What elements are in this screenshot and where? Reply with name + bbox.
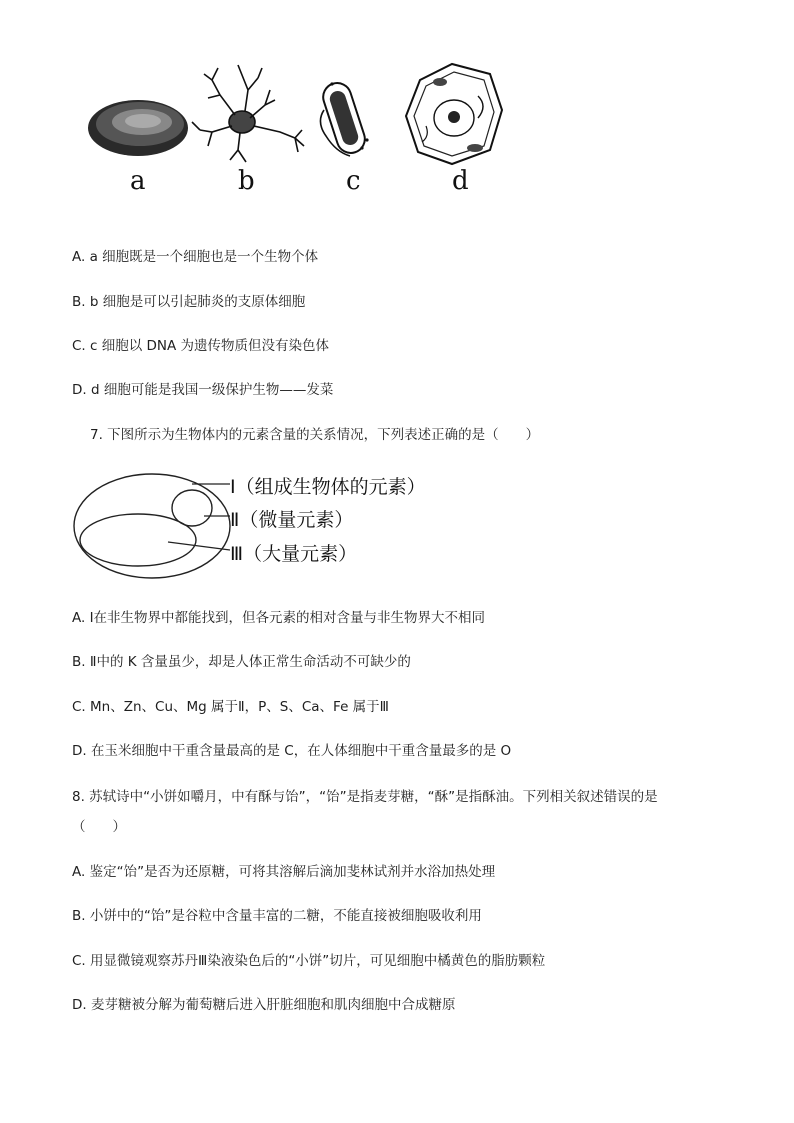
- leader-line-3: [168, 542, 230, 550]
- venn-label-3: Ⅲ（大量元素）: [230, 543, 358, 565]
- venn-label-2: Ⅱ（微量元素）: [230, 509, 354, 531]
- venn-label-1: Ⅰ（组成生物体的元素）: [230, 476, 426, 498]
- red-blood-cell-drawing: [88, 100, 188, 156]
- q6-option-a: A. a 细胞既是一个细胞也是一个生物个体: [72, 249, 319, 265]
- q8-option-b: B. 小饼中的“饴”是谷粒中含量丰富的二糖，不能直接被细胞吸收利用: [72, 908, 482, 924]
- cell-label-a: a: [130, 166, 146, 196]
- q8-option-c: C. 用显微镜观察苏丹Ⅲ染液染色后的“小饼”切片，可见细胞中橘黄色的脂肪颗粒: [72, 953, 546, 969]
- q7-option-d: D. 在玉米细胞中干重含量最高的是 C，在人体细胞中干重含量最多的是 O: [72, 743, 512, 759]
- venn-diagram: [70, 468, 450, 583]
- q8-option-a: A. 鉴定“饴”是否为还原糖，可将其溶解后滴加斐林试剂并水浴加热处理: [72, 864, 496, 880]
- q6-option-b: B. b 细胞是可以引起肺炎的支原体细胞: [72, 294, 306, 310]
- q7-option-c: C. Mn、Zn、Cu、Mg 属于Ⅱ，P、S、Ca、Fe 属于Ⅲ: [72, 699, 389, 715]
- outer-ellipse: [74, 474, 230, 578]
- cell-label-d: d: [452, 166, 469, 196]
- q7-option-a: A. Ⅰ在非生物界中都能找到，但各元素的相对含量与非生物界大不相同: [72, 610, 486, 626]
- plant-cell-drawing: [406, 64, 502, 164]
- q8-stem-line2: （ ）: [72, 819, 126, 835]
- neuron-drawing: [192, 65, 304, 162]
- cells-illustration: [80, 60, 520, 170]
- q6-option-c: C. c 细胞以 DNA 为遗传物质但没有染色体: [72, 338, 330, 354]
- q8-option-d: D. 麦芽糖被分解为葡萄糖后进入肝脏细胞和肌肉细胞中合成糖原: [72, 997, 456, 1013]
- cells-figure: [80, 60, 520, 200]
- cell-label-c: c: [346, 166, 361, 196]
- q7-stem: 7. 下图所示为生物体内的元素含量的关系情况，下列表述正确的是（ ）: [90, 427, 540, 443]
- q6-option-d: D. d 细胞可能是我国一级保护生物——发菜: [72, 382, 334, 398]
- q8-stem-line1: 8. 苏轼诗中“小饼如嚼月，中有酥与饴”，“饴”是指麦芽糖，“酥”是指酥油。下列相关叙述错误的是: [72, 789, 658, 805]
- bacterium-drawing: [320, 79, 369, 156]
- q7-option-b: B. Ⅱ中的 K 含量虽少，却是人体正常生命活动不可缺少的: [72, 654, 411, 670]
- macro-elements-ellipse: [80, 514, 196, 566]
- cell-label-b: b: [238, 166, 255, 196]
